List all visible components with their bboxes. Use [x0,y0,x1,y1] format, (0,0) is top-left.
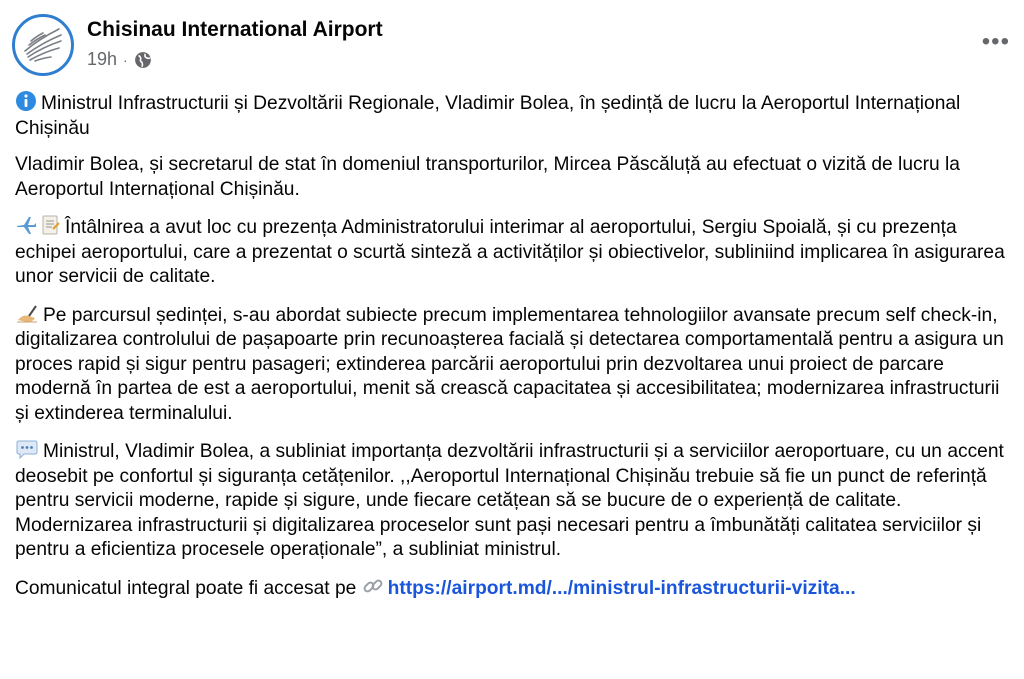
paragraph-2 [15,153,1015,202]
airplane-icon [15,214,37,236]
post-meta [87,49,152,70]
paragraph-2-text: Vladimir Bolea, și secretarul de stat în domeniul transporturilor, Mircea Păscăluță au efectuat o vizită de lucru la Aeroportul Internațional Chișinău. [15,154,960,200]
link-icon [362,575,384,597]
paragraph-4-text: Pe parcursul ședinței, s-au abordat subiecte precum implementarea tehnologiilor avansate precum self check-in, digitalizarea controlului de pașapoarte prin recunoașterea facială și detectarea comportamentală pentru a asigura un proces rapid și sigur pentru pasageri; extinderea parcării aeroportului prin dezvoltarea unui proiect de parcare modernă în partea de est a aeroportului, menit să crească capacitatea și accesibilitatea; modernizarea infrastructurii și extinderea terminalului. [15,304,1004,424]
post-header [12,12,1012,76]
page-name[interactable]: Chisinau International Airport [87,18,383,41]
paragraph-5-text: Ministrul, Vladimir Bolea, a subliniat importanța dezvoltării infrastructurii și a serviciilor aeroportuare, cu un accent deosebit pe confortul și siguranța cetățenilor. ,,Aeroportul Internațional Chișinău trebuie să fie un punct de referință pentru servicii moderne, rapide și sigure, unde fiecare cetățean să se bucure de o experiență de calitate. Modernizarea infrastructurii și digitalizarea proceselor sunt pași necesari pentru a îmbunătăți calitatea serviciilor și pentru a eficientiza procesele operaționale”, a subliniat ministrul. [15,441,1004,560]
paragraph-6 [15,575,1015,602]
avatar[interactable] [12,14,74,76]
article-link[interactable]: https://airport.md/.../ministrul-infrastructurii-vizita... [387,577,856,599]
paragraph-4 [15,302,1015,427]
writing-hand-icon [15,302,39,324]
more-options-button[interactable]: ••• [981,28,1010,55]
paragraph-6-text: Comunicatul integral poate fi accesat pe [15,577,357,599]
document-icon [41,214,61,236]
speech-bubble-icon [15,438,39,460]
paragraph-1 [15,90,1015,141]
info-icon [15,90,37,112]
post-body [15,90,1015,613]
paragraph-3 [15,214,1015,290]
paragraph-5 [15,438,1015,563]
paragraph-3-text: Întâlnirea a avut loc cu prezența Administratorului interimar al aeroportului, Sergiu Spoială, și cu prezența echipei aeroportului, care a prezentat o scurtă sinteză a activităților și obiectivelor, subliniind implicarea în asigurarea unor servicii de calitate. [15,217,1005,287]
globe-icon [134,51,152,69]
post-time[interactable]: 19h [87,49,118,69]
airport-logo-icon [15,17,71,73]
meta-separator: · [123,51,128,68]
paragraph-1-text: Ministrul Infrastructurii și Dezvoltării Regionale, Vladimir Bolea, în ședință de lucru la Aeroportul Internațional Chișinău [15,93,961,139]
